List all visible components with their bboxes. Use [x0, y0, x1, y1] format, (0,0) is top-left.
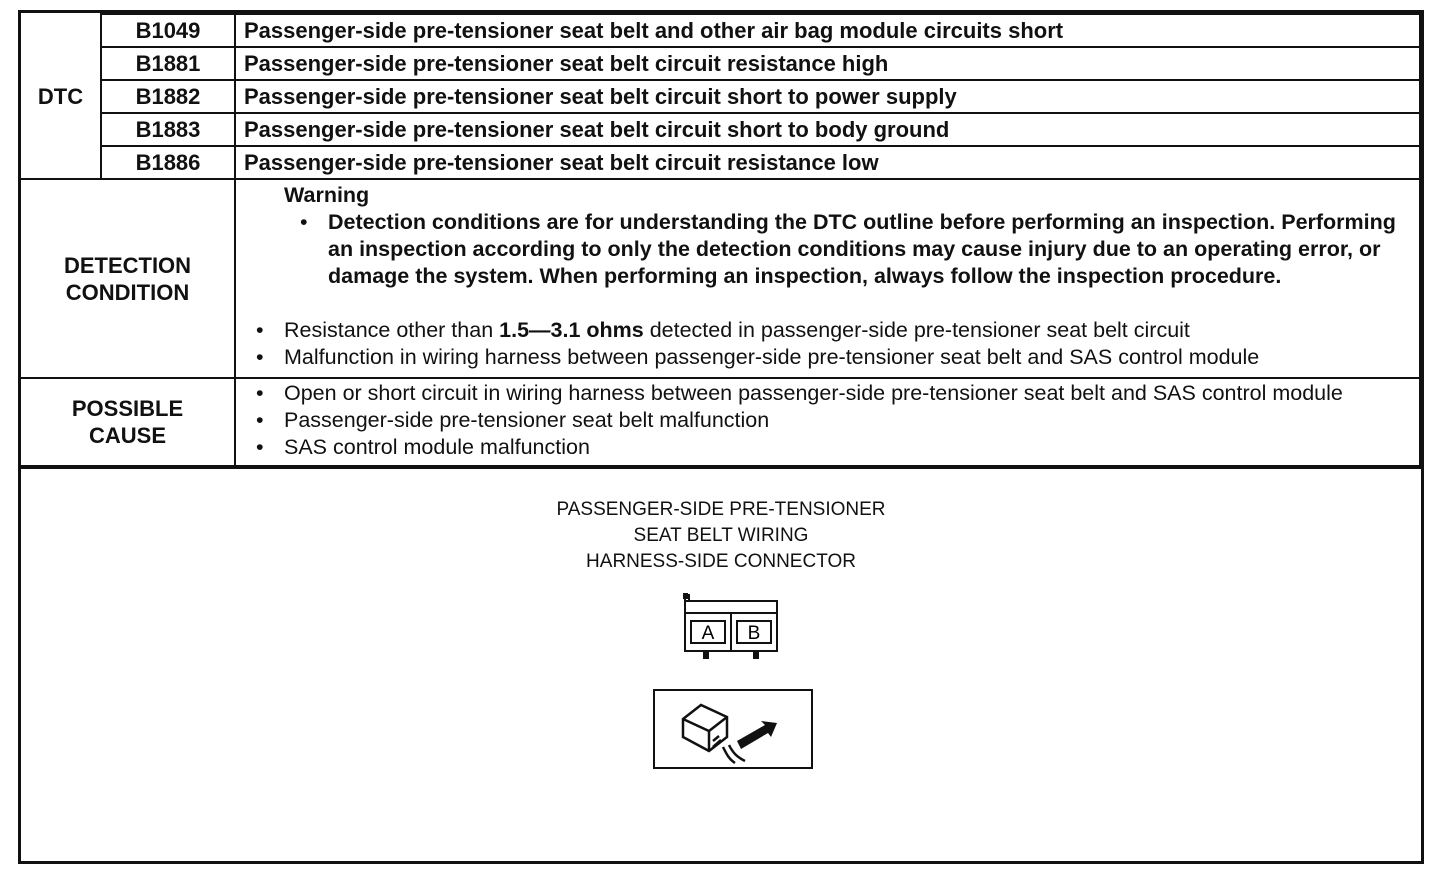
dtc-row — [21, 146, 1420, 179]
dtc-code: B1881 — [101, 47, 235, 80]
possible-cause-header — [21, 378, 235, 466]
caption-line1: PASSENGER-SIDE PRE-TENSIONER — [556, 499, 886, 520]
detection-condition-list — [248, 317, 1413, 371]
terminal-a-label: A — [701, 623, 715, 644]
cause-header-line2: CAUSE — [88, 423, 166, 448]
detection-condition-item — [284, 317, 1413, 344]
terminal-b-label: B — [747, 623, 761, 644]
possible-cause-item: • SAS control module malfunction — [284, 434, 1413, 461]
dtc-header: DTC — [21, 14, 101, 179]
detection-condition-row — [21, 179, 1420, 378]
cause-header-line1: POSSIBLE — [71, 396, 184, 421]
warning-list — [248, 209, 1413, 290]
dtc-table — [21, 13, 1421, 467]
dtc-description: Passenger-side pre-tensioner seat belt circuit resistance low — [235, 146, 1420, 179]
caption-line2: SEAT BELT WIRING — [633, 525, 809, 546]
possible-cause-list — [248, 380, 1413, 461]
dtc-row — [21, 80, 1420, 113]
dtc-code: B1882 — [101, 80, 235, 113]
dtc-row — [21, 14, 1420, 47]
dtc-inspection-sheet — [18, 10, 1424, 864]
bullet1-post: detected in passenger-side pre-tensioner seat belt circuit — [643, 318, 1190, 342]
warning-title: Warning — [284, 183, 370, 207]
dtc-code: B1883 — [101, 113, 235, 146]
possible-cause-item: • Open or short circuit in wiring harness between passenger-side pre-tensioner seat belt and SAS control module — [284, 380, 1413, 407]
detection-header-line1: DETECTION — [63, 252, 192, 278]
dtc-row — [21, 47, 1420, 80]
dtc-description: Passenger-side pre-tensioner seat belt circuit resistance high — [235, 47, 1420, 80]
possible-cause-item: • Passenger-side pre-tensioner seat belt malfunction — [284, 407, 1413, 434]
connector-figure — [21, 467, 1421, 799]
possible-cause-row — [21, 378, 1420, 466]
detection-condition-body — [235, 179, 1420, 378]
connector-harness-side-view-icon — [653, 689, 813, 769]
dtc-description: Passenger-side pre-tensioner seat belt circuit short to body ground — [235, 113, 1420, 146]
dtc-description: Passenger-side pre-tensioner seat belt circuit short to power supply — [235, 80, 1420, 113]
terminal-b — [737, 621, 771, 644]
bullet1-pre: Resistance other than — [284, 318, 500, 342]
dtc-row — [21, 113, 1420, 146]
caption-line3: HARNESS-SIDE CONNECTOR — [586, 551, 856, 572]
resistance-range: 1.5—3.1 ohms — [499, 318, 644, 342]
harness-connector-diagram — [681, 591, 781, 669]
possible-cause-body — [235, 378, 1420, 466]
dtc-code: B1886 — [101, 146, 235, 179]
dtc-description: Passenger-side pre-tensioner seat belt and other air bag module circuits short — [235, 14, 1420, 47]
detection-header-line2: CONDITION — [65, 279, 190, 305]
terminal-a — [691, 621, 725, 644]
warning-text: • Detection conditions are for understanding the DTC outline before performing an inspection. Performing an inspection according to only the detection conditions may cause injury due to an operating error, or damage the system. When performing an inspection, always follow the inspection procedure. — [328, 209, 1413, 290]
detection-condition-header — [21, 179, 235, 378]
detection-condition-item: • Malfunction in wiring harness between passenger-side pre-tensioner seat belt and SAS control module — [284, 344, 1413, 371]
dtc-code: B1049 — [101, 14, 235, 47]
figure-caption — [21, 497, 1421, 575]
